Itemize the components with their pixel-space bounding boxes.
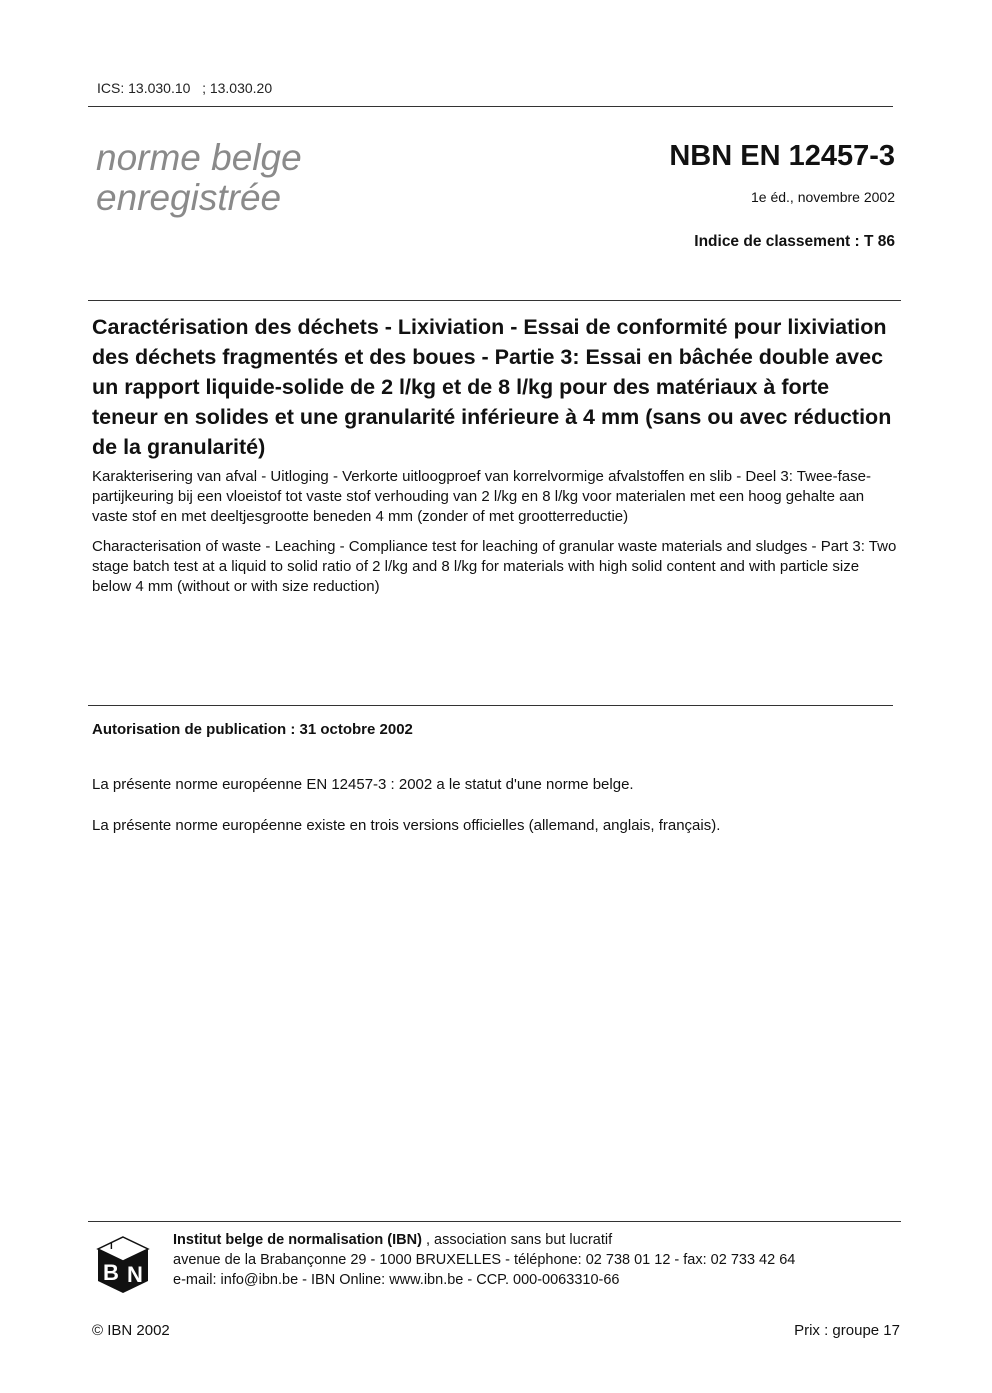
ibn-logo-icon <box>96 1236 150 1294</box>
footer-divider <box>88 1221 901 1222</box>
brand-line-2: enregistrée <box>96 177 282 218</box>
svg-text:I: I <box>110 1241 113 1252</box>
organization-type: , association sans but lucratif <box>421 1232 613 1248</box>
classification-index: Indice de classement : T 86 <box>694 233 895 250</box>
brand-line-1: norme belge <box>96 137 302 178</box>
svg-text:N: N <box>127 1262 143 1287</box>
organization-address: avenue de la Brabançonne 29 - 1000 BRUXELLES - téléphone: 02 738 01 12 - fax: 02 733 42 64 <box>173 1252 796 1268</box>
publication-divider <box>88 705 893 706</box>
title-divider <box>88 300 901 301</box>
svg-text:B: B <box>103 1260 119 1285</box>
organization-name: Institut belge de normalisation (IBN) <box>173 1232 422 1248</box>
ibn-logo <box>96 1236 150 1294</box>
title-french: Caractérisation des déchets - Lixiviation - Essai de conformité pour lixiviation des déchets fragmentés et des boues - Partie 3: Essai en bâchée double avec un rapport liquide-solide de 2 l/kg et de 8 l/kg pour des matériaux à forte teneur en solides et une granularité inférieure à 4 mm (sans ou avec réduction de la granularité) <box>92 315 892 459</box>
edition-date: 1e éd., novembre 2002 <box>751 189 895 205</box>
organization-block <box>173 1230 795 1290</box>
versions-paragraph: La présente norme européenne existe en trois versions officielles (allemand, anglais, français). <box>92 817 721 834</box>
title-dutch: Karakterisering van afval - Uitloging - Verkorte uitloogproef van korrelvormige afvalstoffen en slib - Deel 3: Twee-fase-partijkeuring bij een vloeistof tot vaste stof verhouding van 2 l/kg en 8 l/kg voor materialen met een hoog gehalte aan vaste stof en met deeltjesgrootte beneden 4 mm (zonder of met grootterreductie) <box>92 468 871 525</box>
copyright: © IBN 2002 <box>92 1322 170 1339</box>
ics-codes: ICS: 13.030.10 ; 13.030.20 <box>97 80 273 96</box>
organization-line <box>173 1230 795 1250</box>
brand-title <box>96 138 302 218</box>
title-english: Characterisation of waste - Leaching - Compliance test for leaching of granular waste materials and sludges - Part 3: Two stage batch test at a liquid to solid ratio of 2 l/kg and 8 l/kg for materials with high solid content and with particle size below 4 mm (without or with size reduction) <box>92 538 897 595</box>
standard-number: NBN EN 12457-3 <box>669 140 895 172</box>
top-divider <box>88 106 893 107</box>
price-group: Prix : groupe 17 <box>794 1322 900 1339</box>
publication-authorization: Autorisation de publication : 31 octobre 2002 <box>92 721 413 738</box>
status-paragraph: La présente norme européenne EN 12457-3 : 2002 a le statut d'une norme belge. <box>92 776 634 793</box>
organization-contact: e-mail: info@ibn.be - IBN Online: www.ibn.be - CCP. 000-0063310-66 <box>173 1272 620 1288</box>
